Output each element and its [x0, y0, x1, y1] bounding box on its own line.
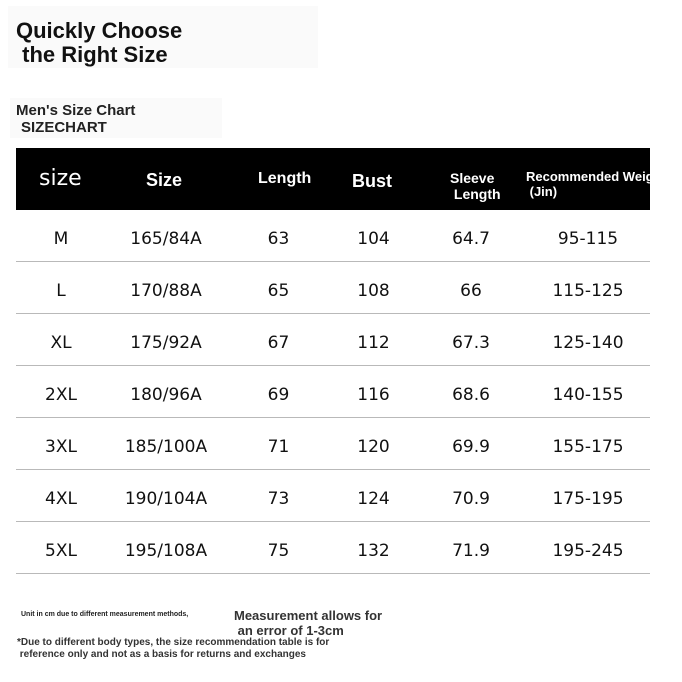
table-row [16, 522, 650, 574]
cell-length: 73 [267, 489, 290, 509]
cell-sleeve-length: 64.7 [452, 229, 490, 249]
cell-recommended-weight: 140-155 [552, 385, 624, 405]
cell-bust: 132 [357, 541, 390, 561]
measurement-note: Measurement allows for an error of 1-3cm [234, 608, 383, 638]
cell-size: 180/96A [130, 385, 202, 405]
cell-size-code: 2XL [45, 385, 77, 405]
cell-recommended-weight: 115-125 [552, 281, 624, 301]
cell-size: 175/92A [130, 333, 202, 353]
column-header-recommended-weight: Recommended Weight (Jin) [526, 169, 666, 199]
table-row [16, 262, 650, 314]
cell-recommended-weight: 175-195 [552, 489, 624, 509]
cell-size: 170/88A [130, 281, 202, 301]
cell-recommended-weight: 125-140 [552, 333, 624, 353]
unit-note: Unit in cm due to different measurement methods, [21, 611, 189, 618]
cell-bust: 112 [357, 333, 390, 353]
cell-bust: 124 [357, 489, 390, 509]
cell-recommended-weight: 155-175 [552, 437, 624, 457]
cell-length: 65 [267, 281, 290, 301]
cell-bust: 116 [357, 385, 390, 405]
cell-size-code: 3XL [45, 437, 77, 457]
cell-size-code: 4XL [45, 489, 77, 509]
cell-size: 165/84A [130, 229, 202, 249]
column-header-length: Length [258, 170, 312, 187]
cell-sleeve-length: 66 [460, 281, 482, 301]
table-row [16, 418, 650, 470]
cell-recommended-weight: 195-245 [552, 541, 624, 561]
column-header-size: Size [146, 170, 183, 190]
size-table-header [16, 148, 666, 210]
cell-size-code: 5XL [45, 541, 77, 561]
table-row [16, 314, 650, 366]
table-row [16, 366, 650, 418]
cell-length: 67 [267, 333, 290, 353]
cell-sleeve-length: 69.9 [452, 437, 490, 457]
cell-size: 195/108A [124, 541, 208, 561]
column-header-size-code: size [39, 166, 82, 191]
table-row [16, 470, 650, 522]
cell-bust: 104 [357, 229, 390, 249]
chart-subtitle: Men's Size Chart [16, 102, 136, 119]
cell-length: 69 [267, 385, 290, 405]
cell-length: 75 [267, 541, 290, 561]
page-title: Quickly Choose the Right Size [16, 18, 183, 67]
disclaimer-note: *Due to different body types, the size recommendation table is for reference only and not as a basis for returns and exchanges [17, 637, 330, 660]
column-header-sleeve-length: Sleeve Length [450, 170, 501, 202]
cell-length: 63 [267, 229, 290, 249]
cell-size-code: XL [50, 333, 72, 353]
size-table-body [16, 210, 650, 574]
cell-bust: 120 [357, 437, 390, 457]
cell-size: 185/100A [124, 437, 208, 457]
cell-sleeve-length: 71.9 [452, 541, 490, 561]
cell-size-code: M [53, 229, 69, 249]
cell-bust: 108 [357, 281, 390, 301]
cell-recommended-weight: 95-115 [557, 229, 619, 249]
cell-size: 190/104A [124, 489, 208, 509]
chart-label: SIZECHART [21, 119, 107, 136]
column-header-bust: Bust [352, 171, 392, 191]
table-row [16, 210, 650, 262]
cell-sleeve-length: 67.3 [452, 333, 490, 353]
cell-length: 71 [267, 437, 290, 457]
cell-sleeve-length: 70.9 [452, 489, 490, 509]
cell-size-code: L [56, 281, 66, 301]
cell-sleeve-length: 68.6 [452, 385, 490, 405]
